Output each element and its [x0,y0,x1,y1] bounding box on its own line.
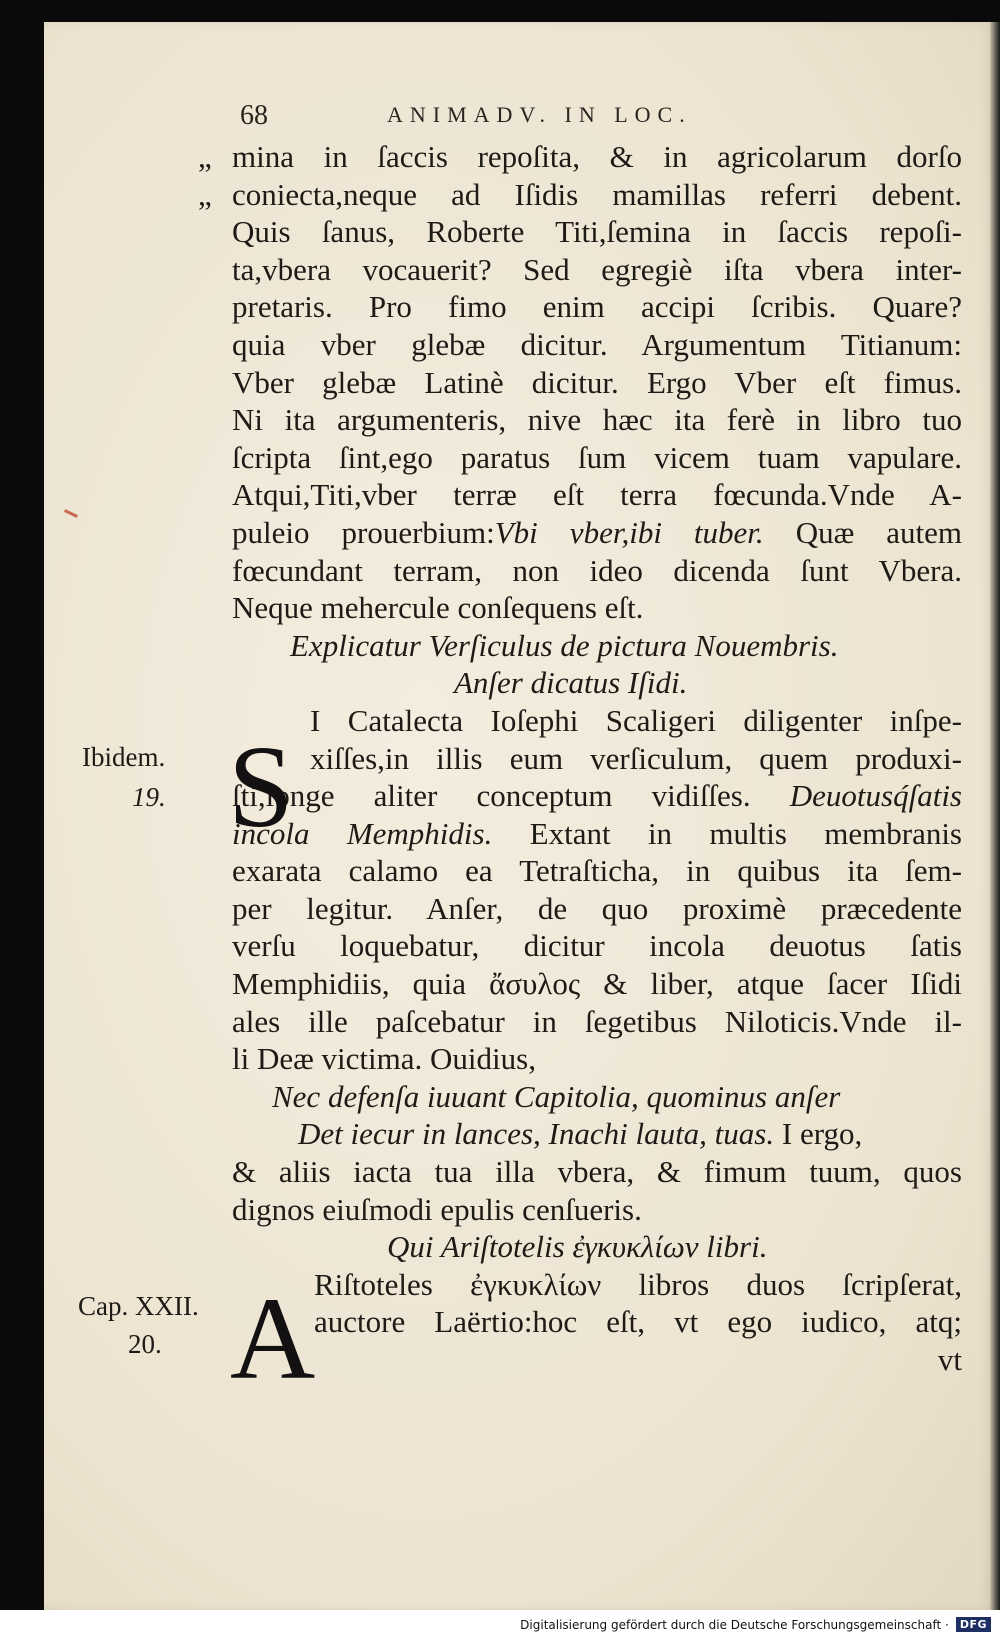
text-line: li Deæ victima. Ouidius, [232,1041,536,1077]
running-head-title: ANIMADV. IN LOC. [387,102,692,127]
text-line: Quis ſanus, Roberte Titi,ſemina in ſaccis repoſi- [232,214,962,250]
paragraph-3 [232,1153,962,1228]
margin-note-2: Cap. XXII. 20. [78,1291,199,1359]
text-line: fœcundant terram, non ideo dicenda ſunt Vbera. [232,552,962,588]
text-line: ta,vbera vocauerit? Sed egregiè iſta vbera inter- [232,251,962,287]
running-header [240,100,1000,140]
text-line: dignos eiuſmodi epulis cenſueris. [232,1191,642,1227]
text-line: Riſtoteles ἐγκυκλίων libros duos ſcripſerat, [314,1266,962,1302]
text-line: auctore Laërtio:hoc eſt, vt ego iudico, atq; [314,1304,962,1340]
text-line: ſcripta ſint,ego paratus ſum vicem tuam vapulare. [232,439,962,475]
drop-capital-s: S [228,721,294,852]
text-line: puleio prouerbium:Vbi vber,ibi tuber. Quæ autem [232,514,963,550]
text-line: Atqui,Titi,vber terræ eſt terra fœcunda.Vnde A- [232,477,962,513]
footer-bar [0,1610,1000,1639]
text-line: verſu loquebatur, dicitur incola deuotus ſatis [232,928,962,964]
quote-mark: „ [198,139,212,174]
quote-mark: „ [198,176,212,212]
text-line: xiſſes,in illis eum verſiculum, quem produxi- [310,740,962,776]
drop-capital-a: A [230,1273,316,1404]
text-line: Memphidiis, quia ἄσυλος & liber, atque ſacer Iſidi [232,966,962,1002]
text-line: pretaris. Pro fimo enim accipi ſcribis. Quare? [232,289,962,325]
text-line: ales ille paſcebatur in ſegetibus Niloticis.Vnde il- [232,1003,962,1039]
text-line: Vber glebæ Latinè dicitur. Ergo Vber eſt fimus. [232,364,962,400]
verse-line-2: Det iecur in lances, Inachi lauta, tuas. I ergo, [298,1116,863,1152]
text-line: quia vber glebæ dicitur. Argumentum Titianum: [232,326,962,362]
footer-credit: Digitalisierung gefördert durch die Deutsche Forschungsgemeinschaft · [520,1617,949,1632]
dfg-logo: DFG [955,1616,992,1633]
catchword: vt [937,1342,962,1377]
text-line: „ coniecta,neque ad Iſidis mamillas referri debent. [198,176,962,212]
section-heading-1: Explicatur Verſiculus de pictura Nouembris. [290,627,839,663]
main-text [198,138,963,1379]
text-line: exarata calamo ea Tetraſticha, in quibus ita ſem- [232,853,962,889]
verse-line-1: Nec defenſa iuuant Capitolia, quominus anſer [272,1078,841,1114]
section-heading-2: Qui Ariſtotelis ἐγκυκλίων libri. [387,1229,768,1265]
text-line: Neque mehercule conſequens eſt. [232,590,644,626]
paragraph-2 [232,852,962,1078]
text-line: Ni ita argumenteris, nive hæc ita ferè in libro tuo [232,402,962,438]
text-line: I Catalecta Ioſephi Scaligeri diligenter inſpe- [310,702,962,738]
text-line: ſti,longe aliter conceptum vidiſſes. Deuotusq́ſatis [232,778,962,814]
paragraph-4 [232,1266,962,1341]
margin-note-1: Ibidem. 19. [82,742,166,812]
paragraph-2-start [232,702,962,777]
section-heading-1-sub: Anſer dicatus Iſidi. [454,665,688,701]
text-line: & aliis iacta tua illa vbera, & fimum tuum, quos [232,1154,962,1190]
page-number: 68 [240,100,268,131]
paragraph-1 [198,138,962,514]
text-line: „ mina in ſaccis repoſita, & in agricolarum dorſo [198,139,962,174]
paragraph-1-end [232,552,962,627]
text-line: incola Memphidis. Extant in multis membranis [232,815,962,851]
page-edge-shadow [990,22,1000,1610]
text-line: per legitur. Anſer, de quo proximè præcedente [232,890,962,926]
italic-quote: Vbi vber,ibi tuber. [494,514,764,550]
ink-mark [64,509,78,518]
